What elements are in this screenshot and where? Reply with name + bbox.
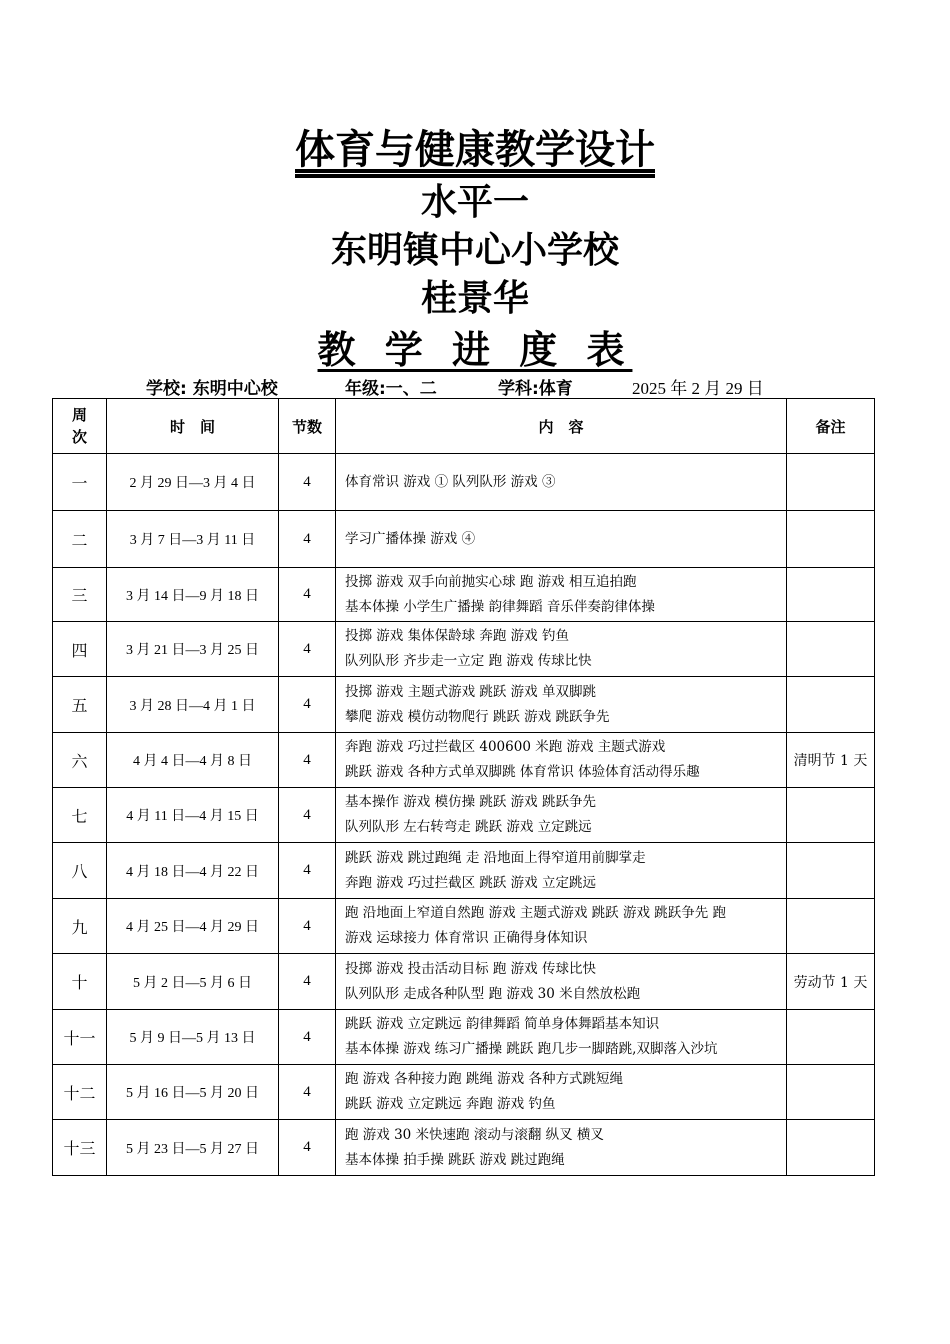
table-row [53,1010,875,1065]
note-cell [787,511,875,568]
lessons-cell: 4 [279,733,336,788]
schedule-title: 教 学 进 度 表 [317,328,633,372]
time-cell: 5 月 16 日—5 月 20 日 [107,1065,279,1120]
week-cell: 十三 [53,1120,107,1176]
note-cell: 清明节 1 天 [787,733,875,788]
meta-line [0,374,950,398]
table-header-row [53,399,875,454]
schedule-table [52,398,875,1176]
content-line: 跑 游戏 各种接力跑 跳绳 游戏 各种方式跳短绳 [345,1071,623,1087]
content-line: 队列队形 左右转弯走 跳跃 游戏 立定跳远 [345,819,592,835]
content-line: 跳跃 游戏 立定跳远 韵律舞蹈 简单身体舞蹈基本知识 [345,1016,660,1032]
header-week: 周次 [53,399,107,454]
note-cell [787,1120,875,1176]
content-line: 跑 沿地面上窄道自然跑 游戏 主题式游戏 跳跃 游戏 跳跃争先 跑 [345,905,727,921]
content-line: 体育常识 游戏 ① 队列队形 游戏 ③ [345,473,556,490]
lessons-cell: 4 [279,1065,336,1120]
week-cell: 二 [53,511,107,568]
meta-date: 2025 年 2 月 29 日 [632,379,764,398]
content-line: 基本体操 小学生广播操 韵律舞蹈 音乐伴奏韵律体操 [345,598,655,615]
content-line: 奔跑 游戏 巧过拦截区 跳跃 游戏 立定跳远 [345,874,596,891]
note-cell [787,1010,875,1065]
content-cell [336,1120,787,1176]
time-cell: 5 月 23 日—5 月 27 日 [107,1120,279,1176]
table-row [53,733,875,788]
content-cell [336,677,787,733]
week-cell: 三 [53,568,107,622]
header-time: 时 间 [107,399,279,454]
content-cell [336,1065,787,1120]
content-cell [336,454,787,511]
table-row [53,843,875,899]
time-cell: 3 月 14 日—9 月 18 日 [107,568,279,622]
week-cell: 四 [53,622,107,677]
content-line: 基本操作 游戏 模仿操 跳跃 游戏 跳跃争先 [345,794,596,810]
content-line: 跳跃 游戏 立定跳远 奔跑 游戏 钓鱼 [345,1096,556,1112]
meta-school: 学校: 东明中心校 [146,379,278,399]
content-line: 投掷 游戏 双手向前抛实心球 跑 游戏 相互追拍跑 [345,573,637,590]
week-cell: 六 [53,733,107,788]
lessons-cell: 4 [279,788,336,843]
content-line: 跳跃 游戏 跳过跑绳 走 沿地面上得窄道用前脚掌走 [345,849,646,866]
lessons-cell: 4 [279,1120,336,1176]
note-cell [787,622,875,677]
time-cell: 2 月 29 日—3 月 4 日 [107,454,279,511]
content-line: 游戏 运球接力 体育常识 正确得身体知识 [345,930,588,946]
note-cell [787,677,875,733]
note-cell [787,568,875,622]
time-cell: 4 月 11 日—4 月 15 日 [107,788,279,843]
content-cell [336,899,787,954]
table-row [53,1065,875,1120]
content-cell [336,954,787,1010]
header-lessons: 节数 [279,399,336,454]
time-cell: 3 月 21 日—3 月 25 日 [107,622,279,677]
content-cell [336,511,787,568]
note-cell [787,843,875,899]
week-cell: 十二 [53,1065,107,1120]
lessons-cell: 4 [279,1010,336,1065]
content-line: 跑 游戏 30 米快速跑 滚动与滚翻 纵叉 横叉 [345,1126,604,1143]
meta-subject: 学科:体育 [498,379,573,399]
week-cell: 九 [53,899,107,954]
time-cell: 4 月 4 日—4 月 8 日 [107,733,279,788]
lessons-cell: 4 [279,677,336,733]
note-cell [787,454,875,511]
table-row [53,1120,875,1176]
week-cell: 一 [53,454,107,511]
header-notes: 备注 [787,399,875,454]
content-line: 学习广播体操 游戏 ④ [345,530,476,547]
content-line: 投掷 游戏 投击活动目标 跑 游戏 传球比快 [345,960,596,977]
lessons-cell: 4 [279,954,336,1010]
header-content: 内 容 [336,399,787,454]
note-cell: 劳动节 1 天 [787,954,875,1010]
table-row [53,454,875,511]
table-row [53,899,875,954]
time-cell: 3 月 28 日—4 月 1 日 [107,677,279,733]
week-cell: 十 [53,954,107,1010]
table-row [53,677,875,733]
note-cell [787,1065,875,1120]
content-cell [336,622,787,677]
time-cell: 3 月 7 日—3 月 11 日 [107,511,279,568]
table-row [53,622,875,677]
content-line: 投掷 游戏 集体保龄球 奔跑 游戏 钓鱼 [345,628,569,644]
time-cell: 4 月 18 日—4 月 22 日 [107,843,279,899]
content-line: 基本体操 拍手操 跳跃 游戏 跳过跑绳 [345,1151,565,1168]
lessons-cell: 4 [279,843,336,899]
table-row [53,788,875,843]
time-cell: 5 月 2 日—5 月 6 日 [107,954,279,1010]
meta-grade: 年级:一、二 [345,379,437,399]
lessons-cell: 4 [279,454,336,511]
table-row [53,511,875,568]
content-line: 投掷 游戏 主题式游戏 跳跃 游戏 单双脚跳 [345,683,596,700]
content-line: 攀爬 游戏 模仿动物爬行 跳跃 游戏 跳跃争先 [345,708,610,725]
week-cell: 十一 [53,1010,107,1065]
content-line: 奔跑 游戏 巧过拦截区 400600 米跑 游戏 主题式游戏 [345,739,666,755]
lessons-cell: 4 [279,899,336,954]
content-cell [336,788,787,843]
school-heading: 东明镇中心小学校 [330,230,619,271]
note-cell [787,788,875,843]
lessons-cell: 4 [279,622,336,677]
table-row [53,954,875,1010]
time-cell: 5 月 9 日—5 月 13 日 [107,1010,279,1065]
content-cell [336,1010,787,1065]
content-cell [336,843,787,899]
week-cell: 五 [53,677,107,733]
content-line: 队列队形 齐步走一立定 跑 游戏 传球比快 [345,653,592,669]
lessons-cell: 4 [279,511,336,568]
level-heading: 水平一 [420,182,529,223]
teacher-heading: 桂景华 [420,278,529,319]
table-row [53,568,875,622]
time-cell: 4 月 25 日—4 月 29 日 [107,899,279,954]
content-line: 跳跃 游戏 各种方式单双脚跳 体育常识 体验体育活动得乐趣 [345,764,700,780]
week-cell: 七 [53,788,107,843]
content-line: 基本体操 游戏 练习广播操 跳跃 跑几步一脚踏跳,双脚落入沙坑 [345,1041,718,1057]
lessons-cell: 4 [279,568,336,622]
content-cell [336,733,787,788]
week-cell: 八 [53,843,107,899]
document-title: 体育与健康教学设计 [295,127,655,173]
note-cell [787,899,875,954]
content-cell [336,568,787,622]
content-line: 队列队形 走成各种队型 跑 游戏 30 米自然放松跑 [345,985,641,1002]
